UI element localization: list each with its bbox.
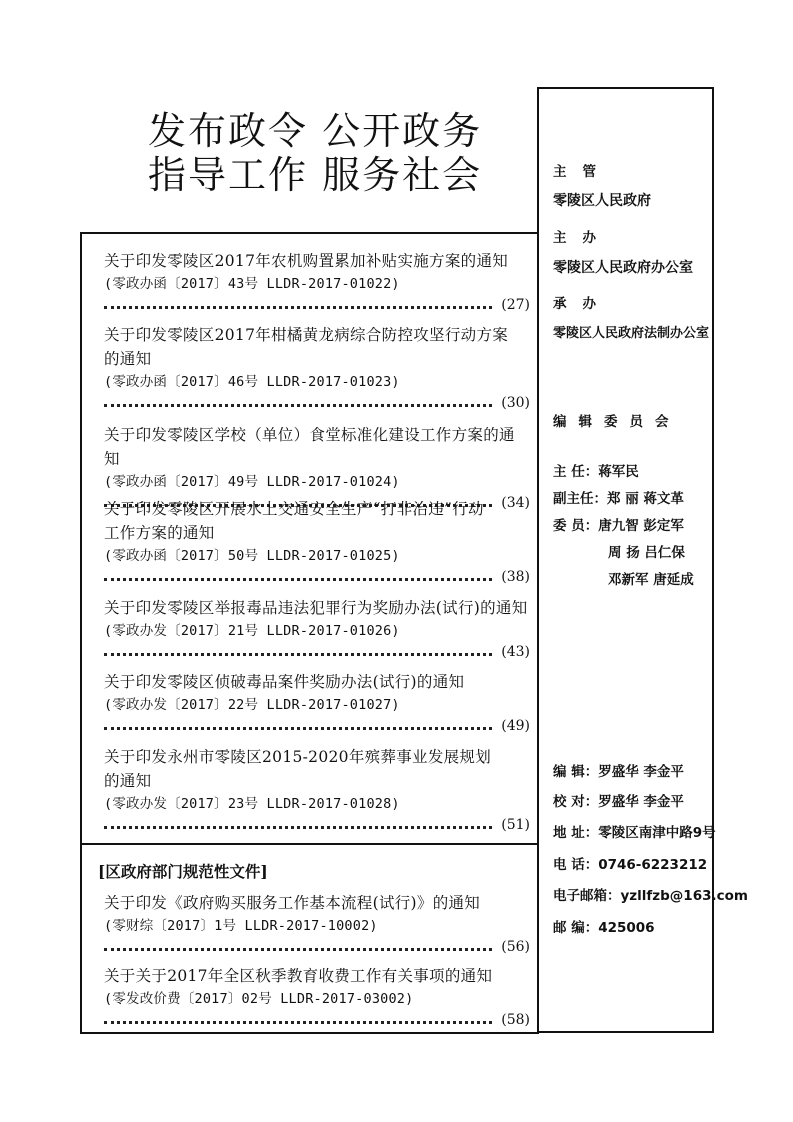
toc-page-number: (58) [501, 1012, 530, 1028]
sidebar-border-bottom [537, 1031, 714, 1033]
proofread-row [553, 790, 684, 810]
postcode-row [553, 916, 655, 936]
toc-page-number: (30) [501, 395, 530, 411]
toc-border-left [80, 232, 82, 1034]
email-label: 电子邮箱： [553, 888, 621, 904]
toc-entry[interactable] [104, 964, 530, 1030]
toc-page-number: (38) [501, 569, 530, 585]
toc-page-number: (56) [501, 939, 530, 955]
toc-entry[interactable] [104, 596, 530, 662]
toc-entry-title: 关于关于2017年全区秋季教育收费工作有关事项的通知 [104, 967, 493, 985]
toc-entry-ref: (零财综〔2017〕1号 LLDR-2017-10002) [104, 918, 378, 934]
toc-entry-title: 关于印发零陵区开展水上交通安全生产“打非治违”行动 [104, 500, 484, 518]
proofread-label: 校 对： [553, 794, 599, 810]
director-value: 蒋军民 [598, 464, 639, 480]
toc-entry[interactable] [104, 497, 530, 587]
supervisor-label: 主管 [553, 164, 612, 180]
address-label: 地 址： [553, 825, 599, 841]
toc-entry-title: 关于印发零陵区侦破毒品案件奖励办法(试行)的通知 [104, 673, 465, 691]
toc-entry-title: 关于印发《政府购买服务工作基本流程(试行)》的通知 [104, 894, 481, 912]
phone-row [553, 853, 707, 873]
sidebar-border-left [537, 87, 539, 1033]
phone-value: 0746-6223212 [598, 857, 708, 873]
toc-leader [104, 393, 530, 413]
toc-entry-title-cont: 工作方案的通知 [104, 524, 215, 542]
toc-entry-ref: (零发改价费〔2017〕02号 LLDR-2017-03002) [104, 991, 414, 1007]
sponsor-label: 主办 [553, 230, 612, 246]
toc-page-number: (49) [501, 718, 530, 734]
toc-entry-ref: (零政办函〔2017〕49号 LLDR-2017-01024) [104, 474, 400, 490]
toc-entry-title: 关于印发零陵区举报毒品违法犯罪行为奖励办法(试行)的通知 [104, 599, 528, 617]
postcode-value: 425006 [598, 920, 655, 936]
postcode-label: 邮 编： [553, 920, 599, 936]
toc-entry[interactable] [104, 745, 530, 835]
editor-row [553, 760, 684, 780]
members-line-2: 周 扬 吕仁保 [608, 545, 685, 561]
toc-entry-ref: (零政办发〔2017〕22号 LLDR-2017-01027) [104, 697, 400, 713]
toc-leader [104, 1010, 530, 1030]
address-row [553, 821, 716, 841]
director-label: 主 任： [553, 464, 599, 480]
deputy-row [553, 487, 684, 507]
slogan-line-2: 指导工作 服务社会 [148, 153, 483, 197]
toc-entry[interactable] [104, 891, 530, 957]
toc-entry-title: 关于印发永州市零陵区2015-2020年殡葬事业发展规划 [104, 748, 492, 766]
toc-entry-ref: (零政办发〔2017〕23号 LLDR-2017-01028) [104, 796, 400, 812]
members-line-3: 邓新军 唐延成 [608, 572, 694, 588]
toc-entry[interactable] [104, 670, 530, 736]
toc-leader [104, 567, 530, 587]
toc-leader [104, 815, 530, 835]
members-row [553, 514, 684, 534]
deputy-label: 副主任： [553, 491, 607, 507]
toc-entry-title: 关于印发零陵区学校（单位）食堂标准化建设工作方案的通知 [104, 426, 515, 468]
toc-entry[interactable] [104, 249, 530, 315]
phone-label: 电 话： [553, 857, 599, 873]
committee-title: 编辑委员会 [553, 414, 681, 430]
toc-entry-title: 关于印发零陵区2017年农机购置累加补贴实施方案的通知 [104, 252, 509, 270]
organizer-label: 承办 [553, 296, 612, 312]
toc-border-top [80, 232, 539, 234]
toc-entry-title: 关于印发零陵区2017年柑橘黄龙病综合防控攻坚行动方案 [104, 326, 509, 344]
section-heading: [区政府部门规范性文件] [98, 862, 268, 881]
toc-page-number: (34) [501, 495, 530, 511]
members-label: 委 员： [553, 518, 599, 534]
toc-entry-ref: (零政办函〔2017〕46号 LLDR-2017-01023) [104, 374, 400, 390]
toc-border-bottom [80, 1032, 539, 1034]
toc-leader [104, 295, 530, 315]
toc-entry-ref: (零政办函〔2017〕43号 LLDR-2017-01022) [104, 276, 400, 292]
email-row [553, 884, 748, 904]
sidebar-border-top [537, 87, 714, 89]
toc-page-number: (51) [501, 817, 530, 833]
proofread-value: 罗盛华 李金平 [598, 794, 684, 810]
toc-leader [104, 716, 530, 736]
toc-entry[interactable] [104, 323, 530, 413]
toc-leader [104, 937, 530, 957]
editor-label: 编 辑： [553, 764, 599, 780]
toc-entry-ref: (零政办函〔2017〕50号 LLDR-2017-01025) [104, 548, 400, 564]
toc-page-number: (43) [501, 644, 530, 660]
toc-page-number: (27) [501, 297, 530, 313]
supervisor-value: 零陵区人民政府 [553, 193, 651, 209]
organizer-value: 零陵区人民政府法制办公室 [553, 326, 710, 341]
address-value: 零陵区南津中路9号 [598, 825, 716, 841]
section-divider [80, 843, 539, 845]
members-value: 唐九智 彭定军 [598, 518, 684, 534]
toc-leader [104, 642, 530, 662]
toc-entry-title-cont: 的通知 [104, 772, 152, 790]
toc-entry-ref: (零政办发〔2017〕21号 LLDR-2017-01026) [104, 623, 400, 639]
slogan-line-1: 发布政令 公开政务 [148, 109, 483, 153]
deputy-value: 郑 丽 蒋文革 [607, 491, 684, 507]
sponsor-value: 零陵区人民政府办公室 [553, 260, 693, 276]
toc-entry-title-cont: 的通知 [104, 350, 152, 368]
director-row [553, 460, 639, 480]
editor-value: 罗盛华 李金平 [598, 764, 684, 780]
email-value: yzllfzb@163.com [620, 888, 748, 904]
